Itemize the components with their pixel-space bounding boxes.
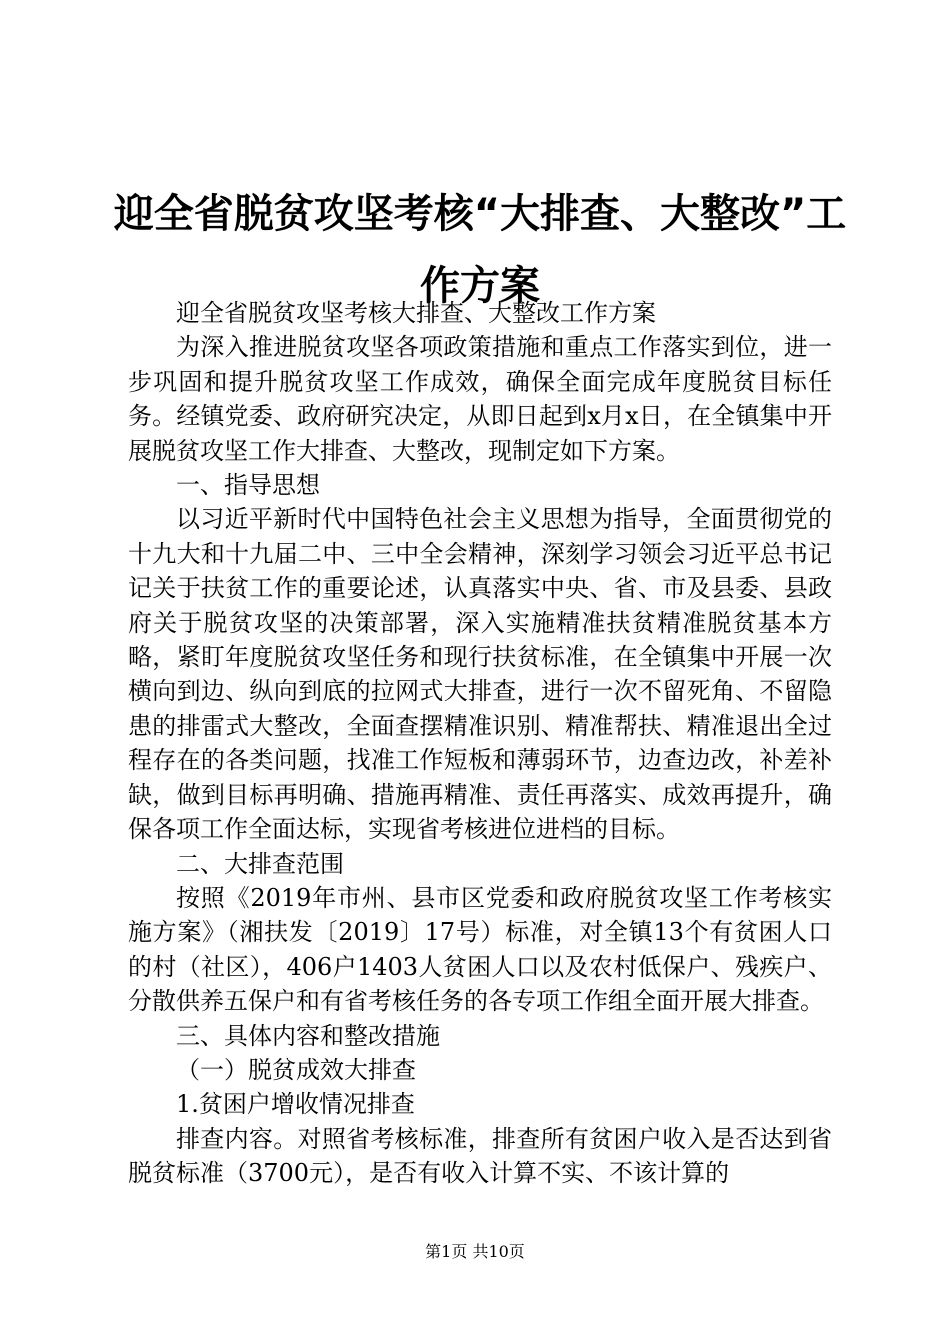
- paragraph-guiding-ideology: 以习近平新时代中国特色社会主义思想为指导，全面贯彻党的十九大和十九届二中、三中全会精神，深刻学习领会习近平总书记记关于扶贫工作的重要论述，认真落实中央、省、市及县委、县政府关于脱贫攻坚的决策部署，深入实施精准扶贫精准脱贫基本方略，紧盯年度脱贫攻坚任务和现行扶贫标准，在全镇集中开展一次横向到边、纵向到底的拉网式大排查，进行一次不留死角、不留隐患的排雷式大整改，全面查摆精准识别、精准帮扶、精准退出全过程存在的各类问题，找准工作短板和薄弱环节，边查边改，补差补缺，做到目标再明确、措施再精准、责任再落实、成效再提升，确保各项工作全面达标，实现省考核进位进档的目标。: [128, 505, 832, 844]
- paragraph-income-check: 排查内容。对照省考核标准，排查所有贫困户收入是否达到省脱贫标准（3700元），是否有收入计算不实、不该计算的: [128, 1124, 832, 1188]
- document-body: [128, 296, 832, 1191]
- paragraph-inspection-scope: 按照《2019年市州、县市区党委和政府脱贫攻坚工作考核实施方案》（湘扶发〔2019〕17号）标准，对全镇13个有贫困人口的村（社区），406户1403人贫困人口以及农村低保户、残疾户、分散供养五保户和有省考核任务的各专项工作组全面开展大排查。: [128, 883, 832, 1016]
- heading-inspection-scope: 二、大排查范围: [176, 849, 344, 878]
- page-footer: 第1页 共10页: [425, 1242, 525, 1261]
- heading-guiding-ideology: 一、指导思想: [176, 471, 320, 500]
- document-title: 迎全省脱贫攻坚考核“大排查、大整改”工作方案: [113, 191, 847, 309]
- paragraph-subtitle: 迎全省脱贫攻坚考核大排查、大整改工作方案: [176, 299, 656, 327]
- paragraph-intro: 为深入推进脱贫攻坚各项政策措施和重点工作落实到位，进一步巩固和提升脱贫攻坚工作成效，确保全面完成年度脱贫目标任务。经镇党委、政府研究决定，从即日起到x月x日，在全镇集中开展脱贫攻坚工作大排查、大整改，现制定如下方案。: [128, 333, 832, 465]
- heading-content-measures: 三、具体内容和整改措施: [176, 1021, 440, 1050]
- heading-poverty-results: （一）脱贫成效大排查: [176, 1055, 416, 1084]
- heading-income-check: 1.贫困户增收情况排查: [176, 1090, 415, 1119]
